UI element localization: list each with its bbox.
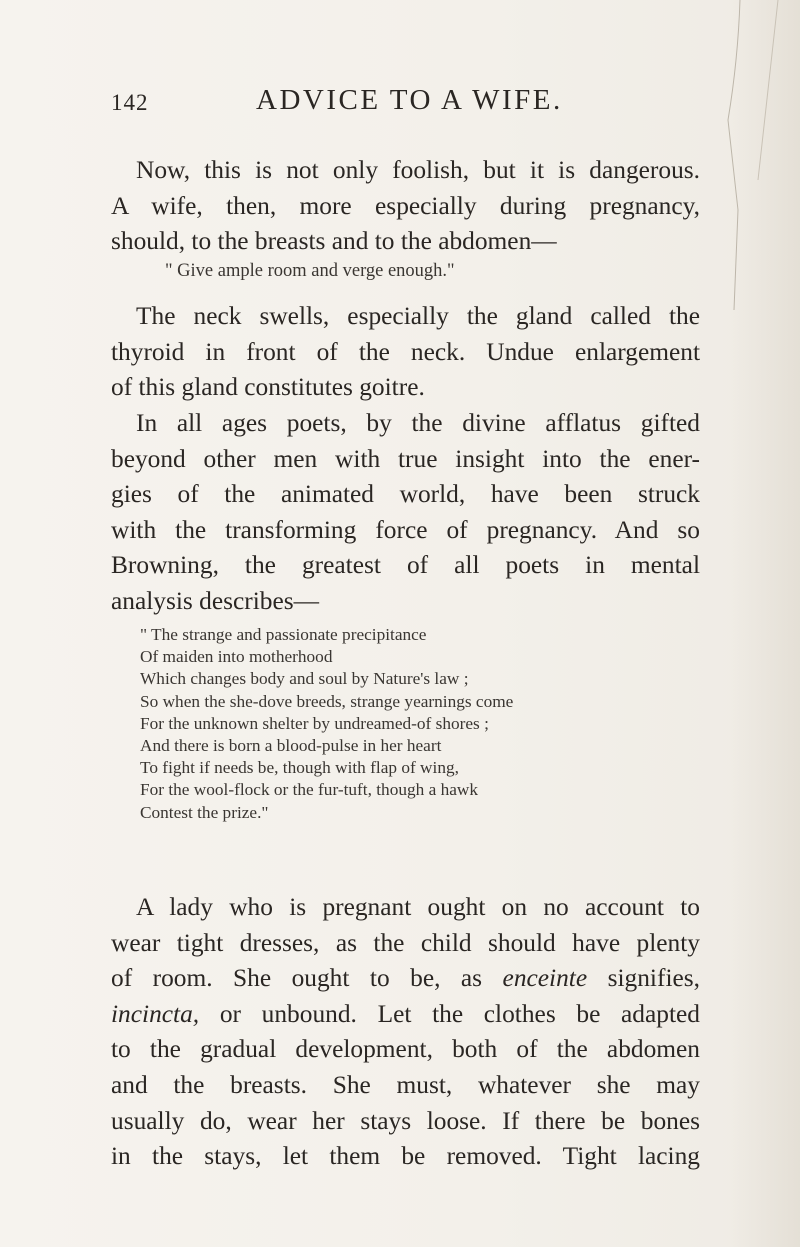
text-fragment: of room. She ought to be, as: [111, 964, 483, 993]
italic-term: enceinte: [502, 964, 588, 993]
text-line: In all ages poets, by the divine afflatus gifted: [136, 409, 700, 437]
poem-line: " The strange and passionate precipitance: [140, 625, 427, 644]
paragraph-2: [111, 299, 700, 406]
paragraph-3: [111, 406, 700, 620]
quote-line: " Give ample room and verge enough.": [165, 261, 455, 281]
text-line: beyond other men with true insight into the ener-: [111, 444, 700, 473]
text-line: should, to the breasts and to the abdomen—: [111, 227, 557, 256]
paragraph-1: [111, 153, 700, 260]
page-number: 142: [111, 90, 149, 115]
running-head: ADVICE TO A WIFE.: [256, 84, 563, 116]
text-line: in the stays, let them be removed. Tight lacing: [111, 1142, 700, 1171]
poem-line: For the wool-flock or the fur-tuft, though a hawk: [140, 780, 478, 800]
poem-line: For the unknown shelter by undreamed-of shores ;: [140, 713, 489, 733]
text-line: to the gradual development, both of the abdomen: [111, 1035, 700, 1064]
text-line: wear tight dresses, as the child should have plenty: [111, 928, 700, 957]
text-line: Now, this is not only foolish, but it is dangerous.: [136, 156, 700, 184]
paragraph-4: [111, 890, 700, 1175]
poem-line: Contest the prize.": [140, 802, 269, 822]
text-line: usually do, wear her stays loose. If there be bones: [111, 1106, 700, 1135]
text-line: thyroid in front of the neck. Undue enlargement: [111, 337, 700, 366]
text-line: A lady who is pregnant ought on no account to: [136, 893, 700, 921]
poem-line: And there is born a blood-pulse in her heart: [140, 736, 442, 756]
quotation-1: [165, 260, 455, 282]
italic-term: incincta,: [111, 999, 200, 1028]
text-line: gies of the animated world, have been struck: [111, 480, 700, 509]
text-fragment: or unbound. Let the clothes be adapted: [219, 999, 700, 1028]
browning-poem: [140, 624, 513, 824]
poem-line: Of maiden into motherhood: [140, 647, 333, 667]
text-line: of this gland constitutes goitre.: [111, 373, 425, 402]
text-line: [111, 961, 700, 997]
text-fragment: signifies,: [607, 964, 700, 993]
text-line: analysis describes—: [111, 586, 320, 615]
poem-line: Which changes body and soul by Nature's law ;: [140, 669, 469, 689]
text-line: and the breasts. She must, whatever she may: [111, 1070, 700, 1099]
text-line: The neck swells, especially the gland called the: [136, 302, 700, 330]
page-header: [0, 80, 800, 120]
text-line: A wife, then, more especially during pregnancy,: [111, 191, 700, 220]
text-line: Browning, the greatest of all poets in mental: [111, 551, 700, 580]
poem-line: So when the she-dove breeds, strange yearnings come: [140, 691, 514, 711]
page-fold-lines: [708, 0, 798, 1247]
text-line: with the transforming force of pregnancy. And so: [111, 515, 700, 544]
text-line: [111, 997, 700, 1033]
poem-line: To fight if needs be, though with flap of wing,: [140, 758, 459, 778]
